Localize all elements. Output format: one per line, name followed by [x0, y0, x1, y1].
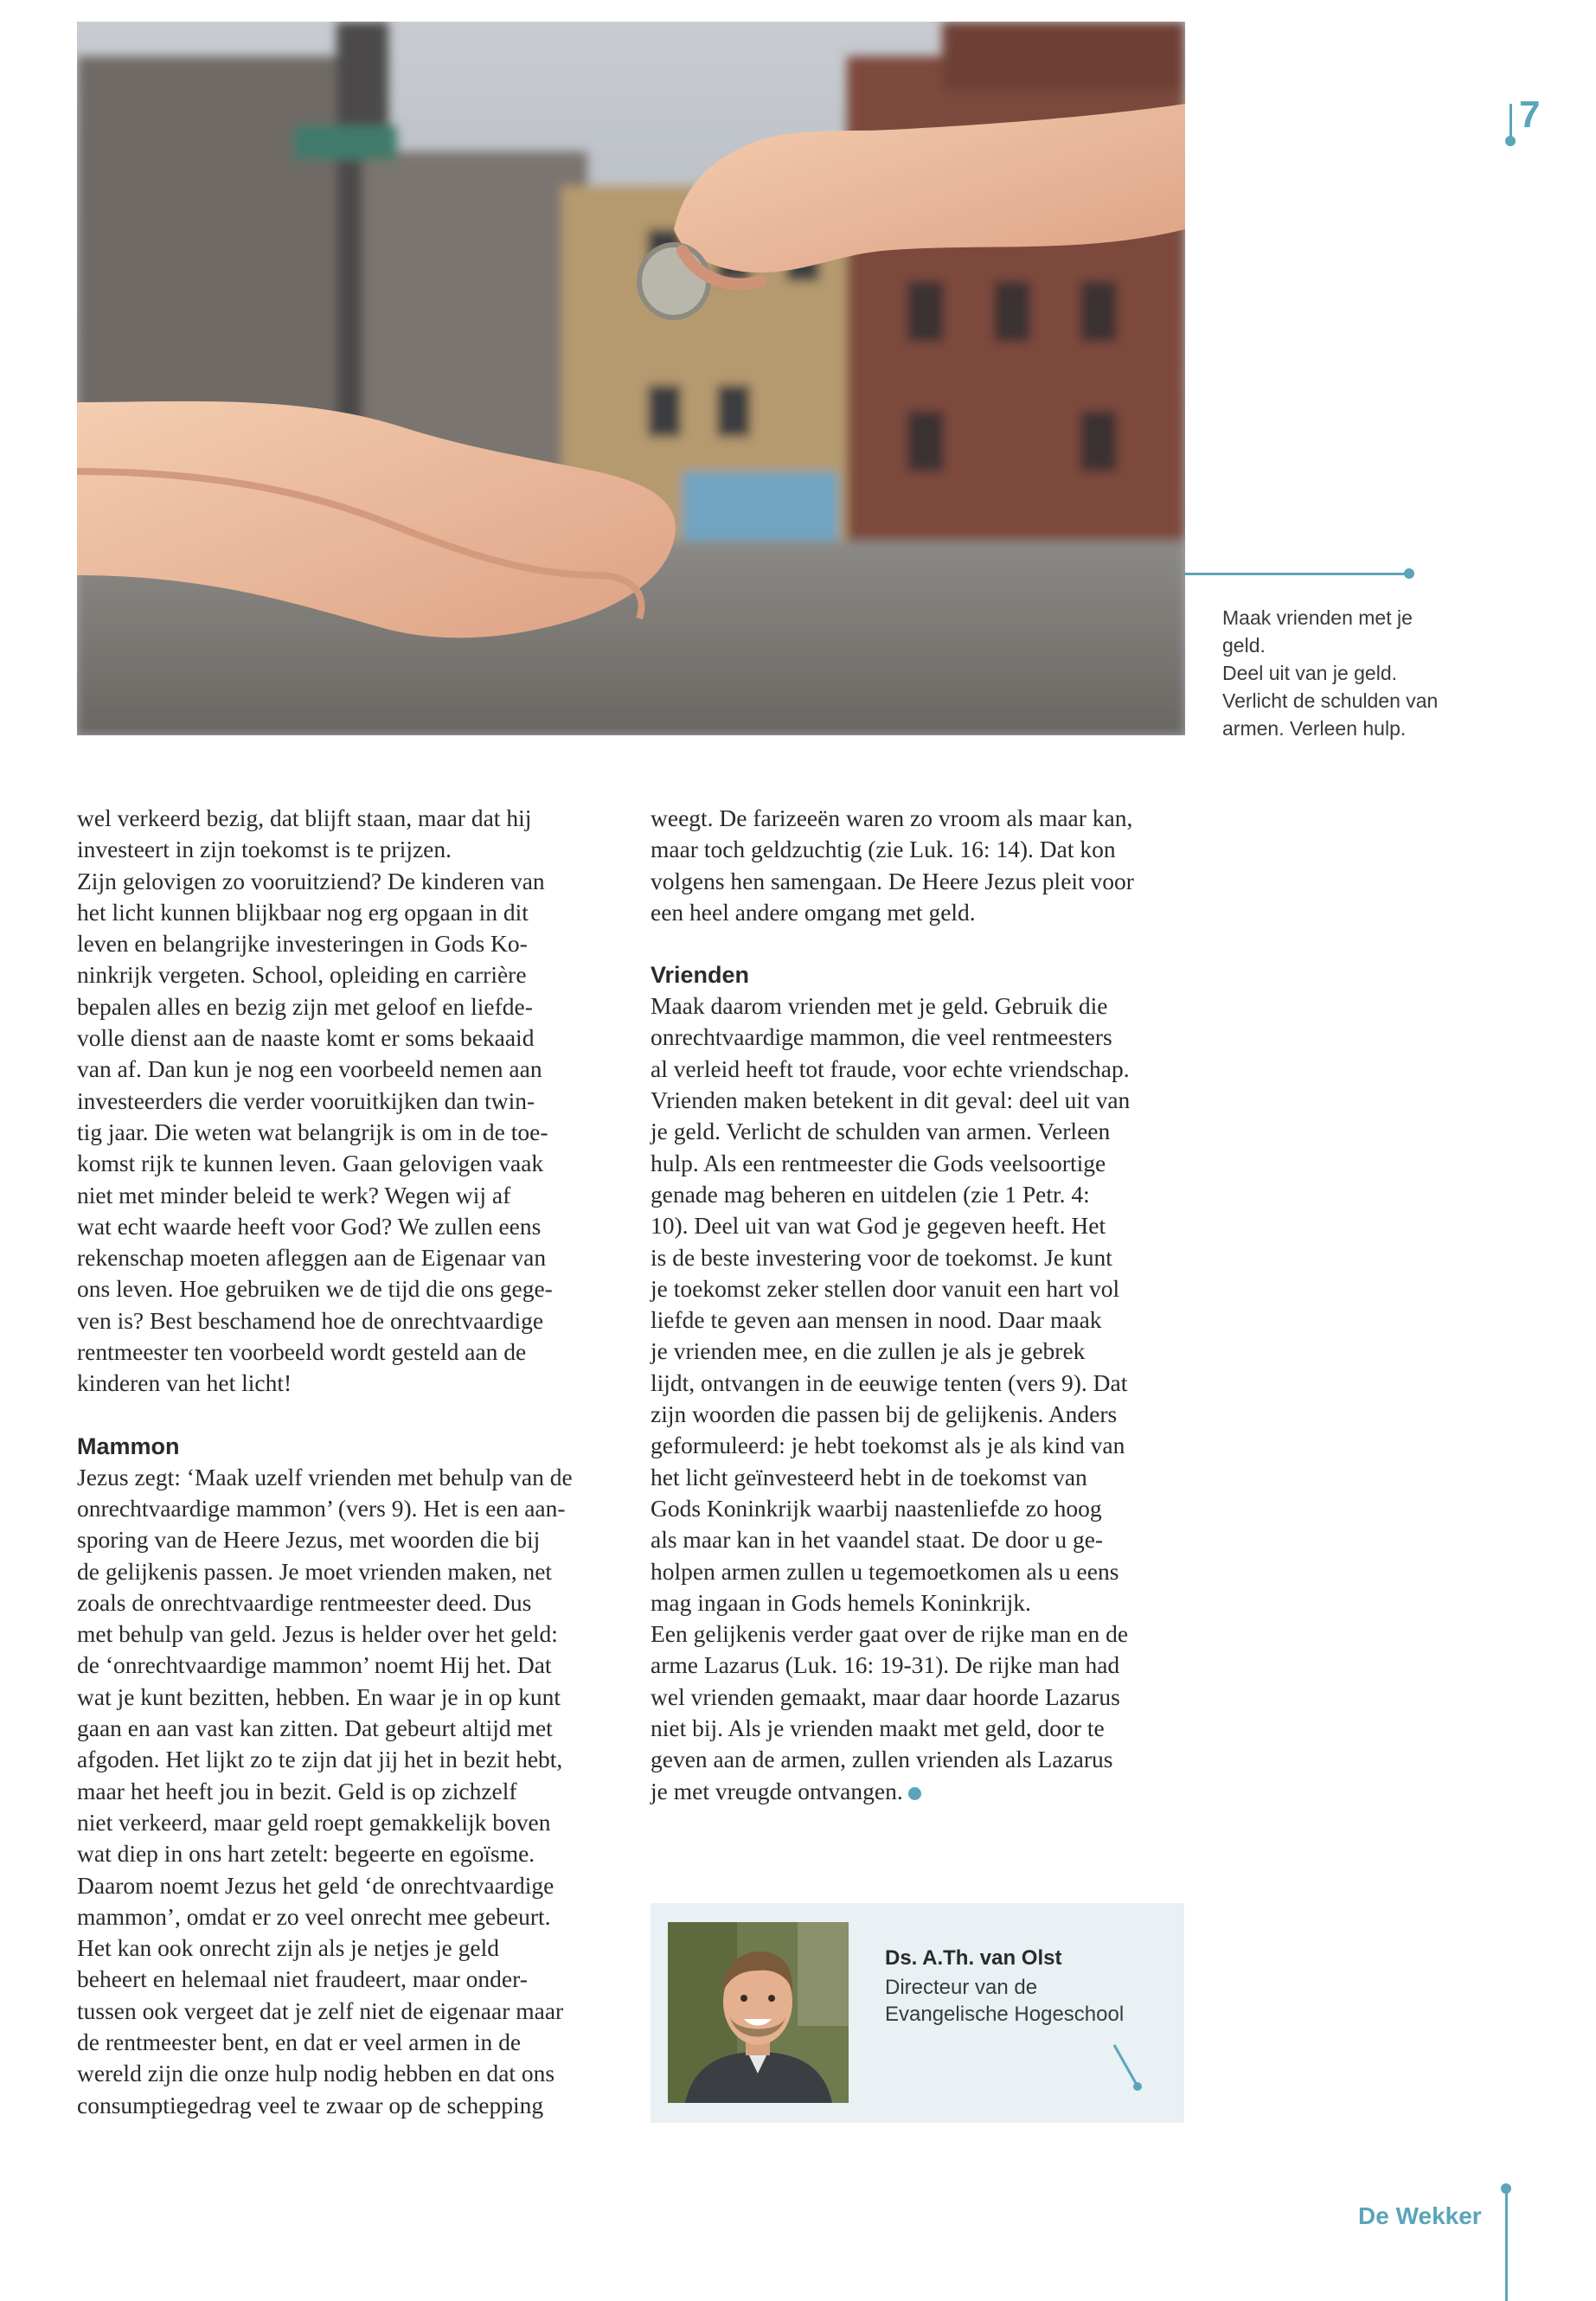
- text-line: komst rijk te kunnen leven. Gaan gelovigen vaak: [77, 1150, 544, 1177]
- text-line: genade mag beheren en uitdelen (zie 1 Petr. 4:: [651, 1180, 1090, 1208]
- text-line: ninkrijk vergeten. School, opleiding en carrière: [77, 961, 527, 989]
- text-line: is de beste investering voor de toekomst. Je kunt: [651, 1243, 1112, 1271]
- author-name: Ds. A.Th. van Olst: [885, 1946, 1062, 1970]
- text-line: onrechtvaardige mammon, die veel rentmeesters: [651, 1023, 1112, 1051]
- vrienden-paragraph: [651, 990, 1187, 1807]
- text-line: volle dienst aan de naaste komt er soms bekaaid: [77, 1024, 535, 1052]
- section-heading-vrienden: Vrienden: [651, 962, 750, 989]
- author-role-line: Evangelische Hogeschool: [885, 2003, 1125, 2026]
- page-number: 7: [1519, 93, 1541, 136]
- caption-pointer-dot: [1404, 568, 1414, 579]
- caption-line: Deel uit van je geld.: [1222, 662, 1398, 684]
- magazine-name: De Wekker: [1358, 2202, 1482, 2229]
- text-line: ons leven. Hoe gebruiken we de tijd die ons gege-: [77, 1275, 553, 1303]
- text-line-last: [651, 1776, 1187, 1807]
- caption-line: geld.: [1222, 634, 1266, 657]
- text-line: holpen armen zullen u tegemoetkomen als u eens: [651, 1557, 1119, 1585]
- text-line: afgoden. Het lijkt zo te zijn dat jij het in bezit hebt,: [77, 1746, 563, 1773]
- caption-line: Maak vrienden met je: [1222, 606, 1413, 629]
- text-line: Maak daarom vrienden met je geld. Gebruik die: [651, 992, 1108, 1020]
- caption-line: Verlicht de schulden van: [1222, 689, 1439, 712]
- text-line: sporing van de Heere Jezus, met woorden die bij: [77, 1526, 541, 1554]
- text-line: lijdt, ontvangen in de eeuwige tenten (vers 9). Dat: [651, 1368, 1128, 1396]
- text-line: Een gelijkenis verder gaat over de rijke man en de: [651, 1620, 1129, 1648]
- text-line: je toekomst zeker stellen door vanuit een hart vol: [651, 1274, 1120, 1302]
- text-line: volgens hen samengaan. De Heere Jezus pleit voor: [651, 867, 1134, 894]
- text-line: je vrienden mee, en die zullen je als je gebrek: [651, 1337, 1086, 1365]
- text-line: onrechtvaardige mammon’ (vers 9). Het is een aan-: [77, 1494, 566, 1522]
- text-line: Daarom noemt Jezus het geld ‘de onrechtvaardige: [77, 1871, 554, 1899]
- text-line: investeert in zijn toekomst is te prijzen.: [77, 836, 452, 863]
- article-column-left: [77, 803, 613, 2121]
- text-line: het licht geïnvesteerd hebt in de toekomst van: [651, 1463, 1087, 1490]
- text-line: wat je kunt bezitten, hebben. En waar je in op kunt: [77, 1682, 561, 1710]
- text-line: Zijn gelovigen zo vooruitziend? De kinderen van: [77, 867, 545, 894]
- text-line: bepalen alles en bezig zijn met geloof en liefde-: [77, 992, 533, 1020]
- author-role: [885, 1974, 1162, 2028]
- text-line: als maar kan in het vaandel staat. De door u ge-: [651, 1526, 1104, 1554]
- text-line: je met vreugde ontvangen.: [651, 1777, 903, 1804]
- text-line: wel vrienden gemaakt, maar daar hoorde Lazarus: [651, 1682, 1120, 1710]
- mammon-paragraph: [77, 1462, 613, 2121]
- text-line: mammon’, omdat er zo veel onrecht mee gebeurt.: [77, 1902, 551, 1930]
- text-line: geven aan de armen, zullen vrienden als Lazarus: [651, 1746, 1113, 1773]
- text-line: niet bij. Als je vrienden maakt met geld, door te: [651, 1715, 1105, 1742]
- text-line: 10). Deel uit van wat God je gegeven heeft. Het: [651, 1212, 1106, 1240]
- text-line: wel verkeerd bezig, dat blijft staan, maar dat hij: [77, 804, 532, 831]
- text-line: met behulp van geld. Jezus is helder over het geld:: [77, 1620, 558, 1648]
- text-line: zoals de onrechtvaardige rentmeester deed. Dus: [77, 1588, 532, 1616]
- text-line: de ‘onrechtvaardige mammon’ noemt Hij het. Dat: [77, 1651, 552, 1679]
- text-line: het licht kunnen blijkbaar nog erg opgaan in dit: [77, 898, 529, 926]
- text-line: wereld zijn die onze hulp nodig hebben en dat ons: [77, 2060, 555, 2087]
- author-box: [651, 1903, 1184, 2123]
- text-line: weegt. De farizeeën waren zo vroom als maar kan,: [651, 804, 1133, 831]
- right-intro-paragraph: [651, 803, 1187, 928]
- text-line: investeerders die verder vooruitkijken dan twin-: [77, 1086, 535, 1114]
- caption-line: armen. Verleen hulp.: [1222, 717, 1407, 740]
- text-line: geformuleerd: je hebt toekomst als je als kind van: [651, 1432, 1125, 1459]
- author-deco-line: [1111, 2041, 1145, 2093]
- page-number-dot: [1505, 136, 1516, 146]
- text-line: beheert en helemaal niet fraudeert, maar onder-: [77, 1965, 528, 1993]
- author-role-line: Directeur van de: [885, 1976, 1038, 1999]
- text-line: gaan en aan vast kan zitten. Dat gebeurt altijd met: [77, 1715, 553, 1742]
- text-line: maar het heeft jou in bezit. Geld is op zichzelf: [77, 1777, 517, 1804]
- photo-caption: [1222, 604, 1516, 742]
- footer-marker-dot: [1501, 2183, 1511, 2194]
- text-line: rentmeester ten voorbeeld wordt gesteld aan de: [77, 1338, 527, 1366]
- text-line: niet verkeerd, maar geld roept gemakkelijk boven: [77, 1808, 551, 1836]
- text-line: rekenschap moeten afleggen aan de Eigenaar van: [77, 1244, 547, 1272]
- left-intro-paragraph: [77, 803, 613, 1400]
- text-line: Het kan ook onrecht zijn als je netjes je geld: [77, 1934, 499, 1962]
- text-line: arme Lazarus (Luk. 16: 19-31). De rijke man had: [651, 1651, 1120, 1679]
- text-line: zijn woorden die passen bij de gelijkenis. Anders: [651, 1400, 1118, 1428]
- text-line: leven en belangrijke investeringen in Gods Ko-: [77, 930, 528, 958]
- text-line: ven is? Best beschamend hoe de onrechtvaardige: [77, 1306, 544, 1334]
- text-line: de gelijkenis passen. Je moet vrienden maken, net: [77, 1557, 553, 1585]
- text-line: hulp. Als een rentmeester die Gods veelsoortige: [651, 1149, 1106, 1176]
- text-line: mag ingaan in Gods hemels Koninkrijk.: [651, 1588, 1031, 1616]
- author-photo: [668, 1922, 849, 2103]
- text-line: wat echt waarde heeft voor God? We zullen eens: [77, 1212, 542, 1240]
- text-line: Gods Koninkrijk waarbij naastenliefde zo hoog: [651, 1494, 1102, 1522]
- header-photo-hands-coin: [77, 22, 1185, 735]
- text-line: kinderen van het licht!: [77, 1369, 292, 1397]
- text-line: wat diep in ons hart zetelt: begeerte en egoïsme.: [77, 1840, 535, 1868]
- text-line: maar toch geldzuchtig (zie Luk. 16: 14). Dat kon: [651, 836, 1116, 863]
- text-line: niet met minder beleid te werk? Wegen wij af: [77, 1181, 511, 1208]
- text-line: liefde te geven aan mensen in nood. Daar maak: [651, 1306, 1102, 1334]
- text-line: Jezus zegt: ‘Maak uzelf vrienden met behulp van de: [77, 1463, 573, 1490]
- text-line: tig jaar. Die weten wat belangrijk is om in de toe-: [77, 1118, 548, 1145]
- article-column-right: [651, 803, 1187, 1807]
- text-line: Vrienden maken betekent in dit geval: deel uit van: [651, 1086, 1131, 1114]
- text-line: de rentmeester bent, en dat er veel armen in de: [77, 2028, 522, 2055]
- footer-marker-line: [1505, 2187, 1508, 2301]
- caption-pointer-line: [1185, 573, 1408, 575]
- text-line: al verleid heeft tot fraude, voor echte vriendschap.: [651, 1054, 1130, 1082]
- text-line: van af. Dan kun je nog een voorbeeld nemen aan: [77, 1055, 542, 1083]
- text-line: tussen ook vergeet dat je zelf niet de eigenaar maar: [77, 1997, 564, 2024]
- text-line: consumptiegedrag veel te zwaar op de schepping: [77, 2091, 544, 2118]
- section-heading-mammon: Mammon: [77, 1433, 180, 1459]
- text-line: je geld. Verlicht de schulden van armen. Verleen: [651, 1118, 1111, 1145]
- text-line: een heel andere omgang met geld.: [651, 898, 976, 926]
- end-of-article-dot: [908, 1787, 921, 1800]
